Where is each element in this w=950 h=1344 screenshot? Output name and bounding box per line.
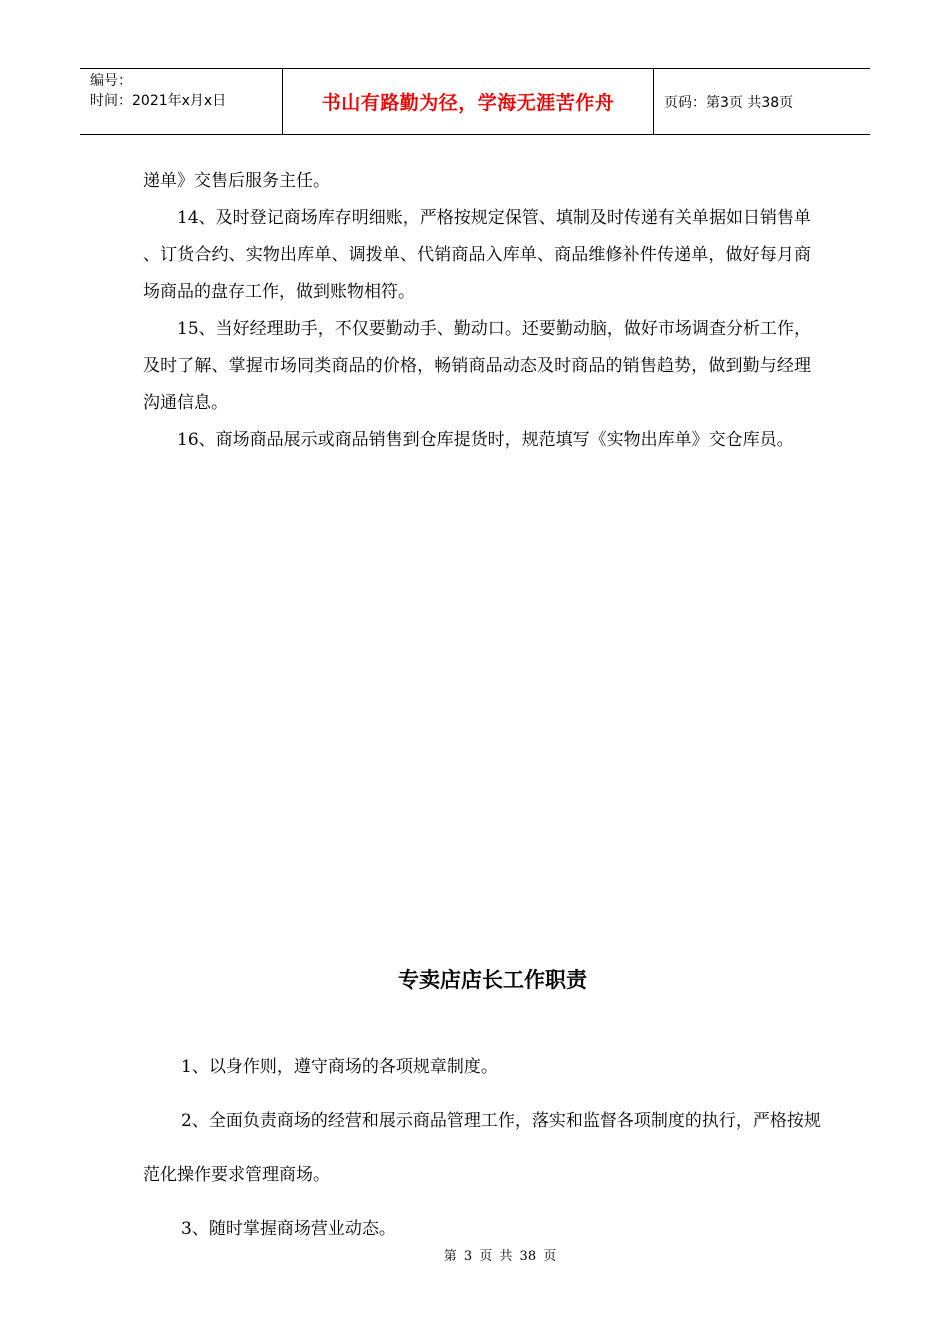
header-number-label: 编号： <box>90 73 132 89</box>
section1-paragraph-16: 16、商场商品展示或商品销售到仓库提货时，规范填写《实物出库单》交仓库员。 <box>177 430 794 450</box>
section1-paragraph-15: 15、当好经理助手，不仅要勤动手、勤动口。还要勤动脑，做好市场调查分析工作，及时了解、掌握市场同类商品的价格，畅销商品动态及时商品的销售趋势，做到勤与经理沟通信息。 <box>143 319 811 413</box>
section2-body <box>143 1040 823 1256</box>
section2-paragraph-1: 1、以身作则，遵守商场的各项规章制度。 <box>181 1057 498 1077</box>
section2-paragraph-3: 3、随时掌握商场营业动态。 <box>181 1219 396 1239</box>
section1-paragraph-continued: 递单》交售后服务主任。 <box>143 171 330 191</box>
header-info <box>80 69 282 134</box>
page-footer: 第 3 页 共 38 页 <box>443 1249 557 1264</box>
section1-body <box>143 163 811 459</box>
header-motto: 书山有路勤为径，学海无涯苦作舟 <box>282 69 654 134</box>
header-time-label: 时间：2021年x月x日 <box>90 93 227 109</box>
section2-title: 专卖店店长工作职责 <box>398 968 587 992</box>
section1-paragraph-14: 14、及时登记商场库存明细账，严格按规定保管、填制及时传递有关单据如日销售单 、订货合约、实物出库单、调拨单、代销商品入库单、商品维修补件传递单，做好每月商场商品的盘存工作，做到账物相符。 <box>143 208 811 302</box>
header-page-label: 页码：第3页 共38页 <box>664 94 794 111</box>
document-header <box>80 68 870 135</box>
section2-paragraph-2: 2、全面负责商场的经营和展示商品管理工作，落实和监督各项制度的执行，严格按规范化操作要求管理商场。 <box>143 1111 821 1185</box>
